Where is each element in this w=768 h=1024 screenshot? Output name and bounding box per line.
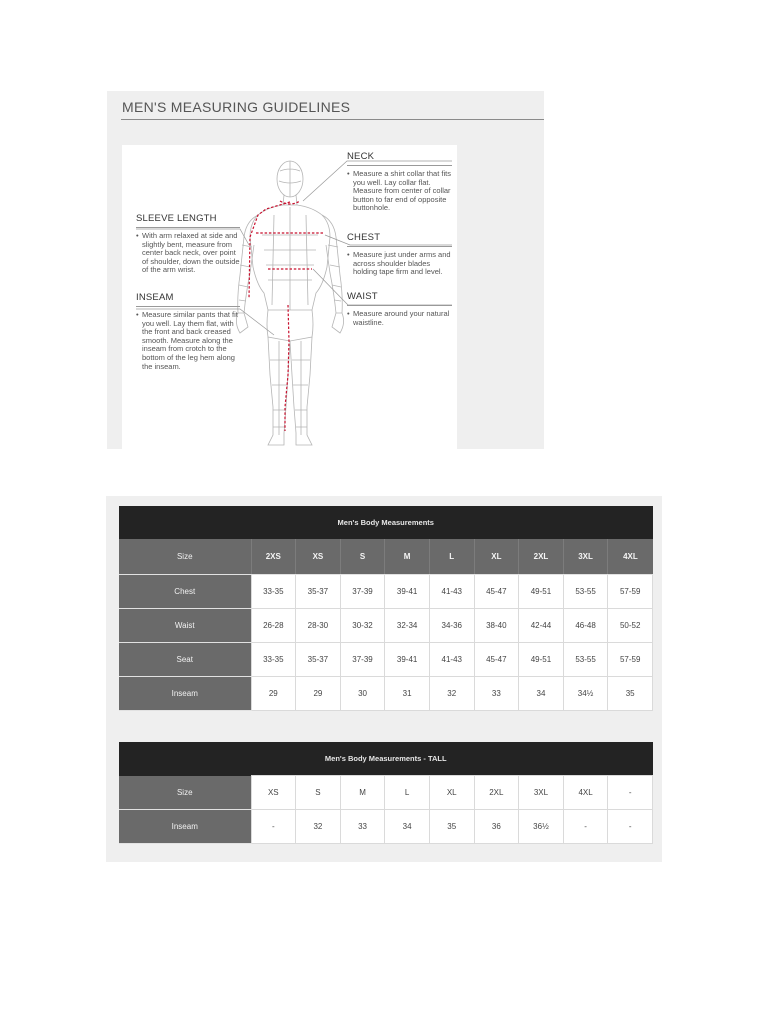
body-diagram-card	[122, 145, 457, 449]
size-header: 2XL	[519, 539, 564, 574]
table-cell: 34	[385, 810, 430, 844]
tall-table-title: Men's Body Measurements - TALL	[119, 742, 653, 776]
table-cell: 34-36	[429, 608, 474, 642]
table-cell: 34	[519, 676, 564, 710]
table-cell: 41-43	[429, 574, 474, 608]
table-cell: 49-51	[519, 642, 564, 676]
table-cell: 31	[385, 676, 430, 710]
size-header: 3XL	[563, 539, 608, 574]
table-cell: 57-59	[608, 574, 653, 608]
size-cell: 4XL	[563, 776, 608, 810]
table-cell: 50-52	[608, 608, 653, 642]
table-cell: 33	[340, 810, 385, 844]
inseam-note	[136, 292, 240, 371]
table-row	[119, 810, 653, 844]
sleeve-length-divider	[136, 227, 240, 228]
table-cell: -	[563, 810, 608, 844]
table-cell: -	[251, 810, 296, 844]
table-row	[119, 676, 653, 710]
size-cell: L	[385, 776, 430, 810]
table-cell: 35-37	[296, 642, 341, 676]
table-cell: 33-35	[251, 642, 296, 676]
table-row	[119, 574, 653, 608]
title-divider	[121, 119, 544, 120]
table-cell: 53-55	[563, 574, 608, 608]
table-cell: 29	[296, 676, 341, 710]
table-cell: 38-40	[474, 608, 519, 642]
size-cell: -	[608, 776, 653, 810]
waist-note	[347, 291, 452, 327]
chest-instructions: • Measure just under arms and across shoulder blades holding tape firm and level.	[347, 251, 452, 277]
row-label: Seat	[119, 642, 251, 676]
table-cell: 39-41	[385, 642, 430, 676]
sleeve-length-heading: SLEEVE LENGTH	[136, 213, 217, 224]
size-cell: XS	[251, 776, 296, 810]
table-row	[119, 608, 653, 642]
waist-divider	[347, 305, 452, 306]
size-cell: 2XL	[474, 776, 519, 810]
table-cell: 39-41	[385, 574, 430, 608]
table-cell: 42-44	[519, 608, 564, 642]
body-table-title: Men's Body Measurements	[119, 506, 653, 539]
chest-divider	[347, 246, 452, 247]
table-row	[119, 642, 653, 676]
table-cell: 30	[340, 676, 385, 710]
table-cell: 45-47	[474, 642, 519, 676]
neck-heading: NECK	[347, 151, 375, 162]
guidelines-title: MEN'S MEASURING GUIDELINES	[122, 99, 351, 115]
row-label: Inseam	[119, 810, 251, 844]
size-header: XS	[296, 539, 341, 574]
neck-divider	[347, 165, 452, 166]
table-cell: 49-51	[519, 574, 564, 608]
size-cell: 3XL	[519, 776, 564, 810]
table-cell: 33	[474, 676, 519, 710]
tall-table-size-label: Size	[119, 776, 251, 810]
size-cell: XL	[429, 776, 474, 810]
table-cell: 53-55	[563, 642, 608, 676]
size-cell: S	[296, 776, 341, 810]
size-header: 2XS	[251, 539, 296, 574]
table-cell: 29	[251, 676, 296, 710]
row-label: Inseam	[119, 676, 251, 710]
inseam-heading: INSEAM	[136, 292, 174, 303]
size-tables-panel	[106, 496, 662, 862]
table-cell: 46-48	[563, 608, 608, 642]
table-cell: 32	[296, 810, 341, 844]
table-cell: 30-32	[340, 608, 385, 642]
table-cell: 33-35	[251, 574, 296, 608]
table-cell: 41-43	[429, 642, 474, 676]
inseam-divider	[136, 306, 240, 307]
size-cell: M	[340, 776, 385, 810]
sleeve-length-note	[136, 213, 240, 275]
chest-note	[347, 232, 452, 277]
waist-instructions: • Measure around your natural waistline.	[347, 310, 452, 327]
chest-heading: CHEST	[347, 232, 381, 243]
table-cell: 35	[429, 810, 474, 844]
body-table-size-row	[119, 539, 653, 574]
mens-body-measurements-table	[119, 506, 653, 711]
size-header: M	[385, 539, 430, 574]
inseam-instructions: • Measure similar pants that fit you well. Lay them flat, with the front and back creased smooth. Measure along the inseam from crotch to the bottom of the leg hem along the inseam.	[136, 311, 240, 371]
size-header: S	[340, 539, 385, 574]
table-cell: 26-28	[251, 608, 296, 642]
neck-note	[347, 151, 452, 213]
size-header: XL	[474, 539, 519, 574]
table-cell: 34½	[563, 676, 608, 710]
neck-instructions: • Measure a shirt collar that fits you well. Lay collar flat. Measure from center of collar button to far end of opposite buttonhole.	[347, 170, 452, 213]
body-table-size-label: Size	[119, 539, 251, 574]
table-cell: 35	[608, 676, 653, 710]
sleeve-length-instructions: • With arm relaxed at side and slightly bent, measure from center back neck, over point of shoulder, down the outside of the arm wrist.	[136, 232, 240, 275]
size-header: 4XL	[608, 539, 653, 574]
table-cell: 37-39	[340, 642, 385, 676]
waist-heading: WAIST	[347, 291, 378, 302]
table-cell: 36½	[519, 810, 564, 844]
table-cell: 32	[429, 676, 474, 710]
table-cell: 37-39	[340, 574, 385, 608]
mens-body-measurements-tall-table	[119, 742, 653, 844]
table-cell: 32-34	[385, 608, 430, 642]
row-label: Waist	[119, 608, 251, 642]
row-label: Chest	[119, 574, 251, 608]
table-cell: 36	[474, 810, 519, 844]
table-cell: 35-37	[296, 574, 341, 608]
measuring-guidelines-panel	[107, 91, 544, 449]
table-cell: -	[608, 810, 653, 844]
table-cell: 45-47	[474, 574, 519, 608]
tall-table-size-row	[119, 776, 653, 810]
size-header: L	[429, 539, 474, 574]
table-cell: 28-30	[296, 608, 341, 642]
table-cell: 57-59	[608, 642, 653, 676]
